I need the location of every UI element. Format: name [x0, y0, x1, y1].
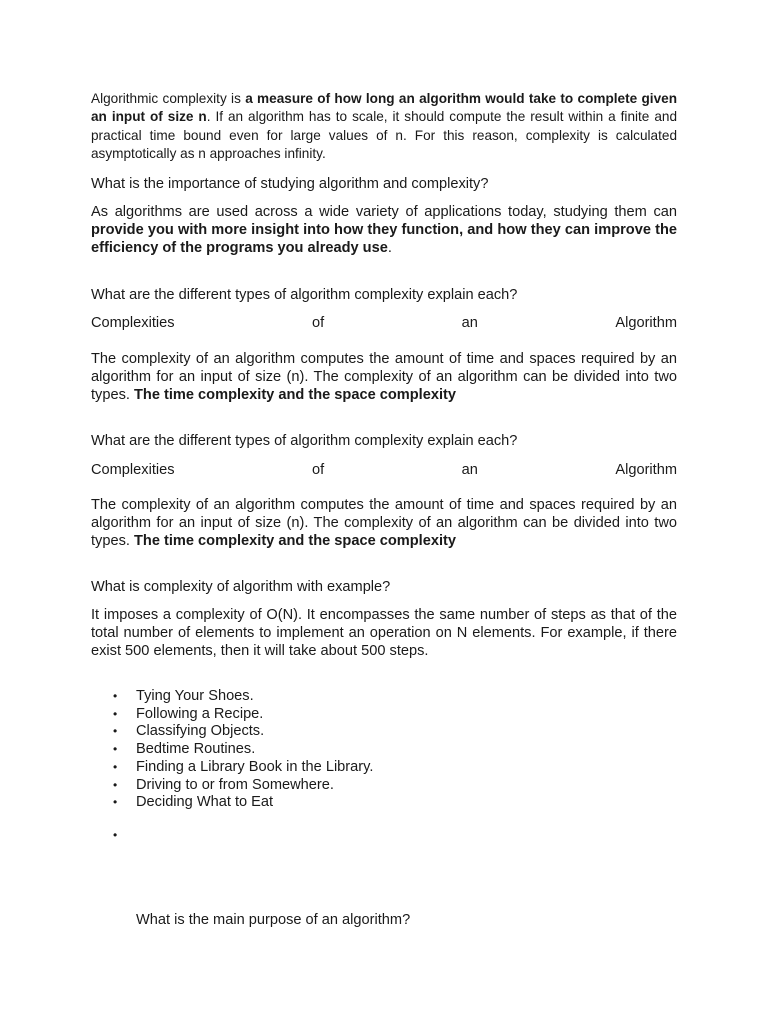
answer-types-1: The complexity of an algorithm computes the amount of time and spaces required by an algorithm for an input of size (n). The complexity of an algorithm can be divided into two types. The time complexity and the space complexity: [91, 351, 677, 403]
list-item: • Tying Your Shoes.: [113, 688, 254, 704]
bullet-icon: •: [113, 706, 118, 721]
list-item: • Following a Recipe.: [113, 705, 264, 722]
empty-bullet-icon: •: [113, 828, 118, 842]
list-item: • Classifying Objects.: [113, 723, 265, 740]
heading-complexities-1: Complexities of an Algorithm: [91, 315, 677, 331]
heading-complexities-2: Complexities of an Algorithm: [91, 462, 677, 478]
bullet-icon: •: [113, 689, 118, 703]
bullet-icon: •: [113, 742, 118, 757]
answer-importance: As algorithms are used across a wide variety of applications today, studying them can provide you with more insight into how they function, and how they can improve the efficiency of the programs you already use.: [91, 204, 677, 256]
question-purpose: What is the main purpose of an algorithm?: [136, 911, 411, 928]
bullet-icon: •: [113, 724, 118, 739]
list-item: • Bedtime Routines.: [113, 741, 256, 758]
list-item: • Finding a Library Book in the Library.: [113, 758, 374, 775]
question-example: What is complexity of algorithm with example?: [91, 579, 391, 595]
list-item: • Driving to or from Somewhere.: [113, 776, 334, 793]
bullet-icon: •: [113, 759, 118, 774]
question-importance: What is the importance of studying algorithm and complexity?: [91, 176, 489, 192]
answer-example: It imposes a complexity of O(N). It encompasses the same number of steps as that of the total number of elements to implement an operation on N elements. For example, if there exist 500 elements, then it will take about 500 steps.: [91, 607, 677, 659]
intro-bold-definition: a measure of how long an algorithm would take to complete given an input of size n: [91, 91, 678, 125]
answer-types-2: The complexity of an algorithm computes the amount of time and spaces required by an algorithm for an input of size (n). The complexity of an algorithm can be divided into two types. The time complexity and the space complexity: [91, 497, 677, 549]
examples-list: [91, 688, 373, 812]
intro-paragraph: Algorithmic complexity is a measure of how long an algorithm would take to complete given an input of size n. If an algorithm has to scale, it should compute the result within a finite and practical time bound even for large values of n. For this reason, complexity is calculated asymptotically as n approaches infinity.: [91, 91, 678, 162]
bullet-icon: •: [113, 795, 118, 810]
bullet-icon: •: [113, 777, 118, 792]
question-types-2: What are the different types of algorithm complexity explain each?: [91, 433, 518, 449]
question-types-1: What are the different types of algorithm complexity explain each?: [91, 287, 518, 303]
list-item: • Deciding What to Eat: [113, 794, 274, 811]
